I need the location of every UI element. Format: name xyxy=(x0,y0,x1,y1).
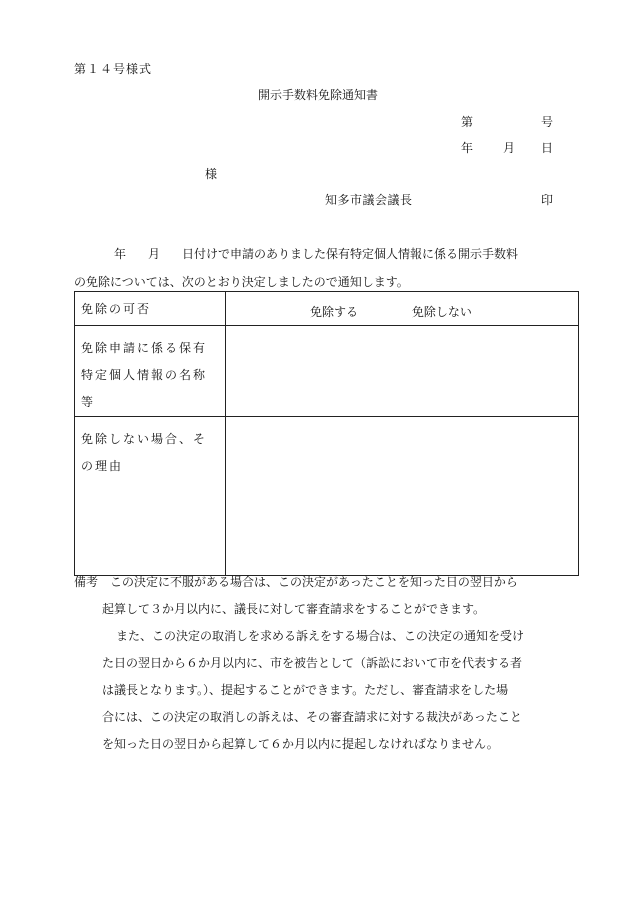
date-month: 月 xyxy=(503,141,516,155)
remarks-section xyxy=(74,569,579,758)
remarks-line-1-text: この決定に不服がある場合は、この決定があったことを知った日の翌日から xyxy=(110,575,518,589)
remarks-line-1 xyxy=(74,569,579,596)
intro-paragraph xyxy=(74,240,579,296)
info-name-label-line-2: 特定個人情報の名称 xyxy=(81,368,208,382)
addressee-suffix: 様 xyxy=(205,167,218,181)
table-row-reason xyxy=(75,417,579,576)
sender-name: 知多市議会議長 xyxy=(325,193,413,207)
info-name-label-line-1: 免除申請に係る保有 xyxy=(81,341,208,355)
intro-line-1 xyxy=(74,240,579,268)
table-row-info-name xyxy=(75,326,579,417)
table-row-exemption xyxy=(75,292,579,326)
exemption-choice-cell xyxy=(226,292,579,326)
info-name-label xyxy=(75,326,226,417)
reason-value xyxy=(226,417,579,576)
seal-mark: 印 xyxy=(541,193,554,207)
form-number: 第１４号様式 xyxy=(74,62,153,76)
document-title: 開示手数料免除通知書 xyxy=(258,88,379,102)
option-exempt: 免除する xyxy=(310,305,359,319)
date-year: 年 xyxy=(461,141,474,155)
option-not-exempt: 免除しない xyxy=(411,305,472,319)
info-name-value xyxy=(226,326,579,417)
exemption-label: 免除の可否 xyxy=(75,292,226,326)
number-prefix: 第 xyxy=(461,115,474,129)
date-day: 日 xyxy=(541,141,554,155)
remarks-line-2: 起算して３か月以内に、議長に対して審査請求をすることができます。 xyxy=(102,602,486,616)
intro-year: 年 xyxy=(114,247,127,261)
intro-line-1-rest: 日付けで申請のありました保有特定個人情報に係る開示手数料 xyxy=(182,247,519,261)
remarks-heading: 備考 xyxy=(74,575,99,589)
reason-label-line-2: の理由 xyxy=(81,459,124,473)
remarks-line-4: た日の翌日から６か月以内に、市を被告として（訴訟において市を代表する者 xyxy=(102,656,523,670)
number-suffix: 号 xyxy=(541,115,554,129)
remarks-line-7: を知った日の翌日から起算して６か月以内に提起しなければなりません。 xyxy=(102,737,499,751)
remarks-line-6: 合には、この決定の取消しの訴えは、その審査請求に対する裁決があったこと xyxy=(102,710,522,724)
remarks-line-5: は議長となります。）、提起することができます。ただし、審査請求をした場 xyxy=(102,683,509,697)
info-name-label-line-3: 等 xyxy=(81,395,96,409)
decision-table xyxy=(74,291,579,576)
intro-line-2: の免除については、次のとおり決定しましたので通知します。 xyxy=(74,275,409,289)
reason-label xyxy=(75,417,226,576)
remarks-line-3: また、この決定の取消しを求める訴えをする場合は、この決定の通知を受け xyxy=(116,629,525,643)
reason-label-line-1: 免除しない場合、そ xyxy=(81,432,208,446)
intro-month: 月 xyxy=(148,247,161,261)
